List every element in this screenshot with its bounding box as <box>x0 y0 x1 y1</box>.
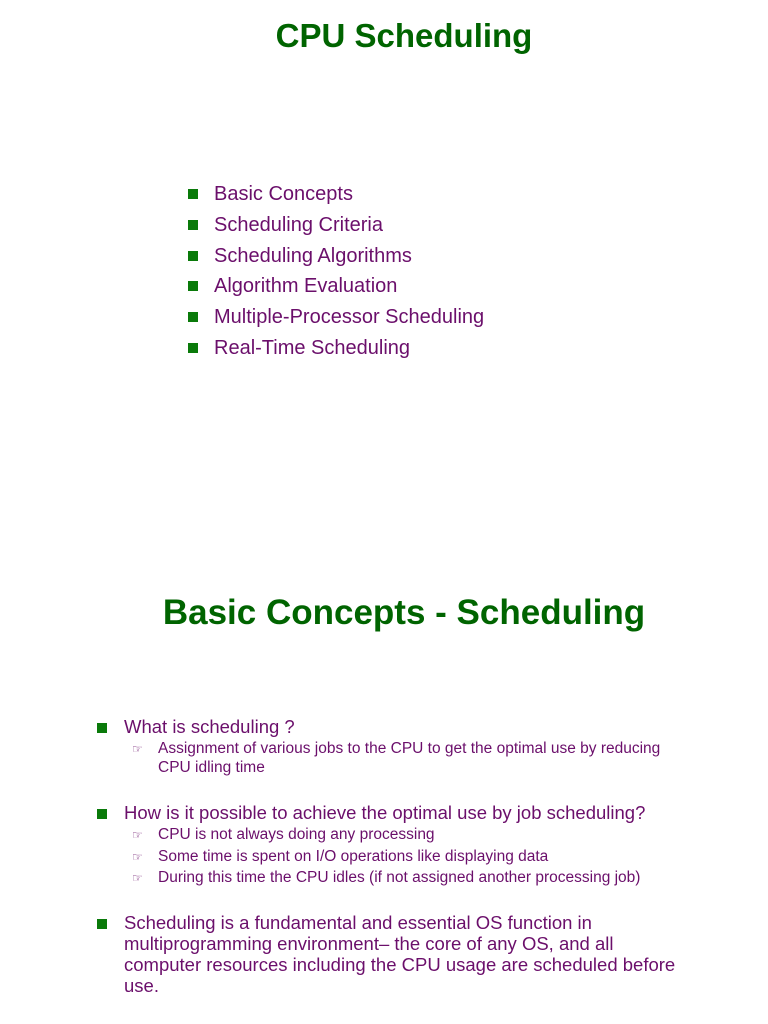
concept-item <box>96 802 676 888</box>
sub-point-text: Some time is spent on I/O operations like displaying data <box>158 847 549 865</box>
sub-point-list <box>124 826 676 888</box>
pointing-hand-icon: ☞ <box>132 828 143 842</box>
square-bullet-icon <box>188 189 198 199</box>
sub-point <box>124 848 676 867</box>
topic-item <box>187 335 484 366</box>
topic-label: Scheduling Criteria <box>214 213 383 236</box>
sub-point <box>124 869 676 888</box>
square-bullet-icon <box>188 220 198 230</box>
topic-item <box>187 212 484 243</box>
concept-item <box>96 912 676 996</box>
sub-point <box>124 740 676 777</box>
concept-text: What is scheduling ? <box>124 716 295 737</box>
pointing-hand-icon: ☞ <box>132 742 143 756</box>
square-bullet-icon <box>188 251 198 261</box>
sub-point-text: During this time the CPU idles (if not assigned another processing job) <box>158 869 641 886</box>
topic-item <box>187 181 484 212</box>
square-bullet-icon <box>188 343 198 353</box>
slide-2-title: Basic Concepts - Scheduling <box>162 593 646 632</box>
concept-text: Scheduling is a fundamental and essential OS function in multiprogramming environment– the core of any OS, and all computer resources including the CPU usage are scheduled before use. <box>124 911 676 996</box>
square-bullet-icon <box>97 919 107 929</box>
square-bullet-icon <box>97 809 107 819</box>
topic-label: Basic Concepts <box>214 183 353 205</box>
concept-list <box>96 716 676 996</box>
concept-item <box>96 716 676 777</box>
square-bullet-icon <box>188 312 198 322</box>
topic-label: Scheduling Algorithms <box>214 244 412 267</box>
slide-1-title: CPU Scheduling <box>275 17 533 54</box>
sub-point-text: Assignment of various jobs to the CPU to get the optimal use by reducing CPU idling time <box>158 740 661 776</box>
square-bullet-icon <box>97 723 107 733</box>
topic-label: Algorithm Evaluation <box>214 275 398 298</box>
sub-point <box>124 826 676 845</box>
topic-item <box>187 273 484 304</box>
sub-point-list <box>124 740 676 777</box>
concept-text: How is it possible to achieve the optimal use by job scheduling? <box>124 802 646 823</box>
topic-label: Real-Time Scheduling <box>214 336 411 359</box>
square-bullet-icon <box>188 281 198 291</box>
sub-point-text: CPU is not always doing any processing <box>158 826 435 843</box>
topic-item <box>187 243 484 274</box>
pointing-hand-icon: ☞ <box>132 849 143 864</box>
topic-list <box>187 181 484 366</box>
pointing-hand-icon: ☞ <box>132 871 143 885</box>
topic-item <box>187 304 484 335</box>
topic-label: Multiple-Processor Scheduling <box>214 306 485 329</box>
